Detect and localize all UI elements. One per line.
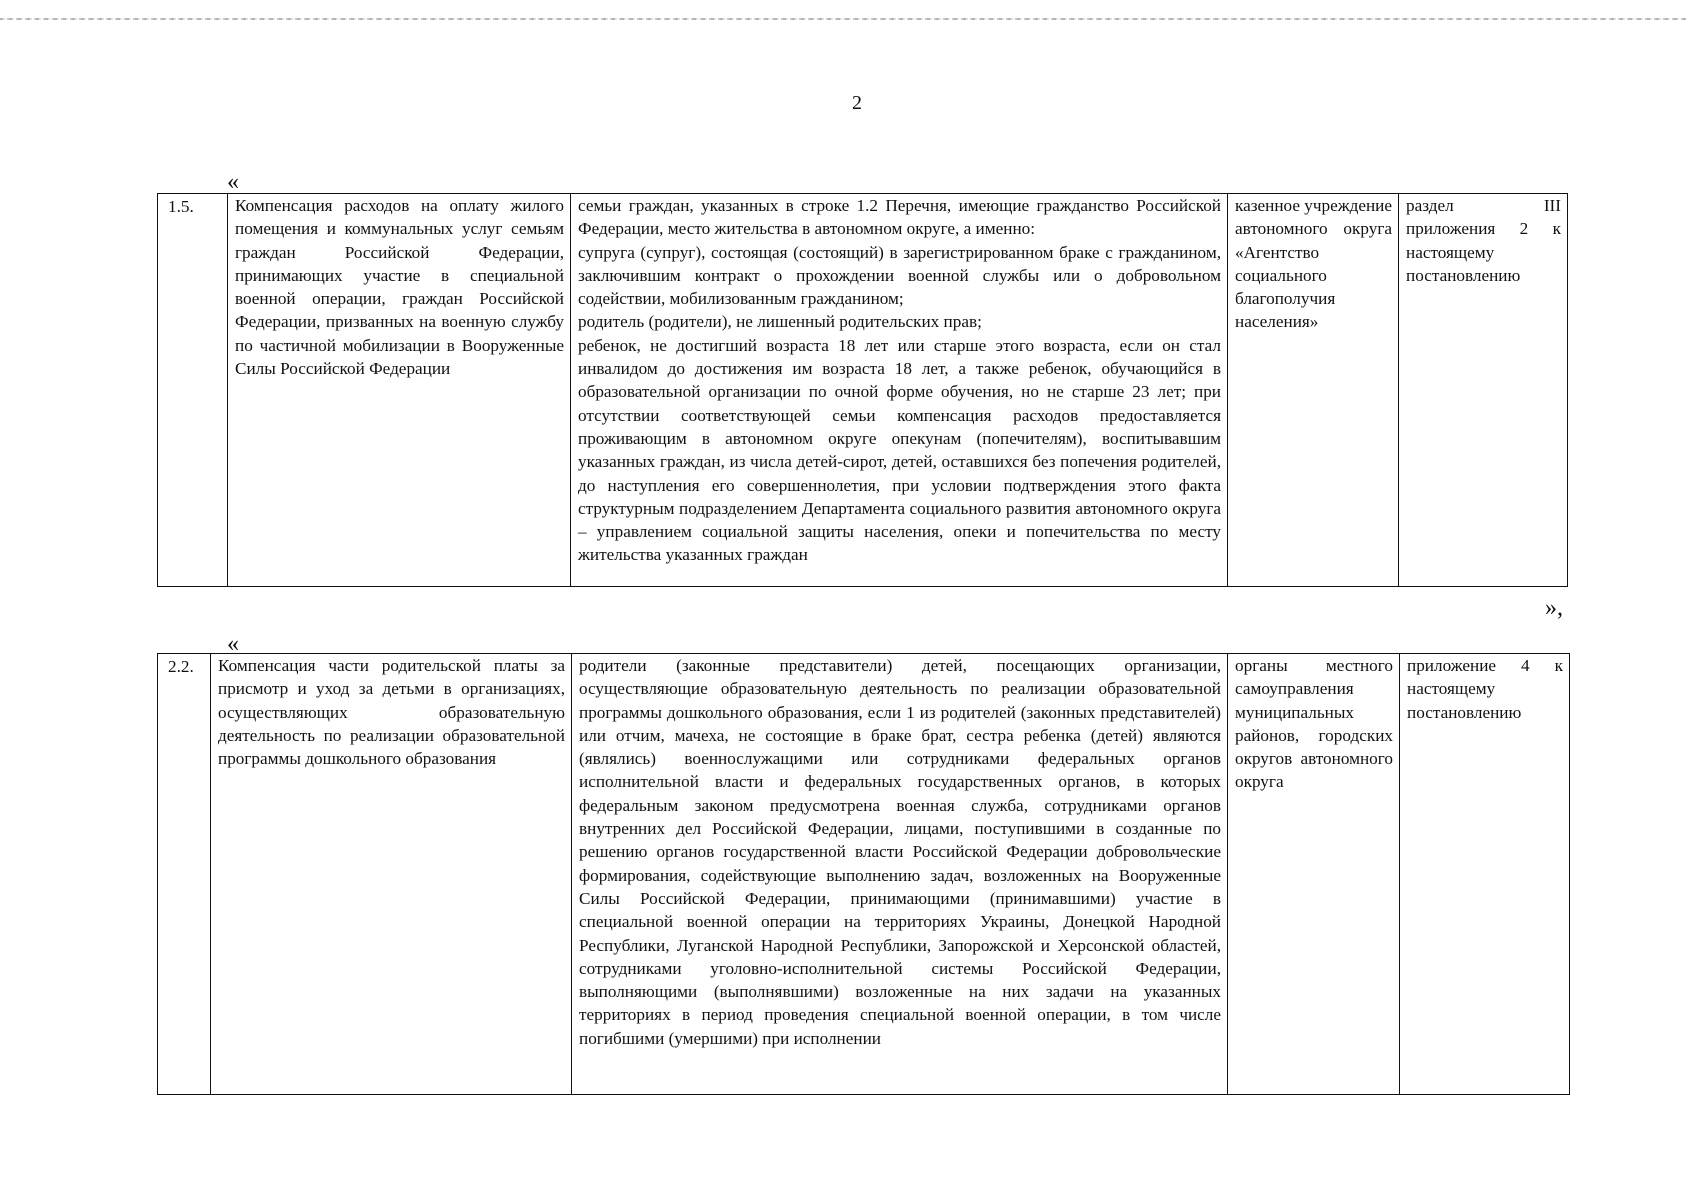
recipients-paragraph: родитель (родители), не лишенный родительских прав; [578,312,982,332]
table-row-1-5 [157,193,1568,587]
row-number: 2.2. [158,654,211,1095]
reference-cell: раздел III приложения 2 к настоящему постановлению [1399,194,1568,587]
recipients-paragraph: супруга (супруг), состоящая (состоящий) в зарегистрированном браке с гражданином, заключившим контракт о прохождении военной службы или о добровольном содействии, мобилизованным гражданином; [578,242,1221,309]
measure-name: Компенсация части родительской платы за присмотр и уход за детьми в организациях, осуществляющих образовательную деятельность по реализации образовательной программы дошкольного образования [211,654,572,1095]
scan-edge [0,18,1686,20]
table-row [158,654,1570,1095]
page-number: 2 [852,92,862,114]
row-number: 1.5. [158,194,228,587]
quote-open: « [227,169,239,195]
table-row-2-2 [157,653,1570,1095]
table-row [158,194,1568,587]
recipients-cell [571,194,1228,587]
measure-name: Компенсация расходов на оплату жилого помещения и коммунальных услуг семьям граждан Российской Федерации, принимающих участие в специальной военной операции, граждан Российской Федерации, призванных на военную службу по частичной мобилизации в Вооруженные Силы Российской Федерации [228,194,571,587]
recipients-paragraph: семьи граждан, указанных в строке 1.2 Перечня, имеющие гражданство Российской Федерации, место жительства в автономном округе, а именно: [578,196,1221,239]
quote-open: « [227,631,239,657]
quote-close: », [1545,595,1563,621]
recipients-paragraph: родители (законные представители) детей, посещающих организации, осуществляющие образовательную деятельность по реализации образовательной программы дошкольного образования, если 1 из родителей (законных представителей) или отчим, мачеха, не состоящие в браке брат, сестра ребенка (детей) являются (являлись) военнослужащими или сотрудниками федеральных органов исполнительной власти и федеральных государственных органов, в которых федеральным законом предусмотрена военная служба, сотрудниками органов внутренних дел Российской Федерации, лицами, поступившими в созданные по решению органов государственной власти Российской Федерации добровольческие формирования, содействующие выполнению задач, возложенных на Вооруженные Силы Российской Федерации, принимающими (принимавшими) участие в специальной военной операции на территориях Украины, Донецкой Народной Республики, Луганской Народной Республики, Запорожской и Херсонской областей, сотрудниками уголовно-исполнительной системы Российской Федерации, выполняющими (выполнявшими) возложенные на них задачи на указанных территориях в период проведения специальной военной операции, в том числе погибшими (умершими) при исполнении [579,656,1221,1048]
reference-cell: приложение 4 к настоящему постановлению [1400,654,1570,1095]
recipients-cell [572,654,1228,1095]
recipients-paragraph: ребенок, не достигший возраста 18 лет или старше этого возраста, если он стал инвалидом до достижения им возраста 18 лет, а также ребенок, обучающийся в образовательной организации по очной форме обучения, но не старше 23 лет; при отсутствии соответствующей семьи компенсация расходов предоставляется проживающим в автономном округе опекунам (попечителям), воспитывавшим указанных граждан, из числа детей-сирот, детей, оставшихся без попечения родителей, до наступления его совершеннолетия, при условии подтверждения этого факта структурным подразделением Департамента социального развития автономного округа – управлением социальной защиты населения, опеки и попечительства по месту жительства указанных граждан [578,335,1221,565]
provider-cell: казенное учреждение автономного округа «Агентство социального благополучия населения» [1228,194,1399,587]
provider-cell: органы местного самоуправления муниципальных районов, городских округов автономного округа [1228,654,1400,1095]
